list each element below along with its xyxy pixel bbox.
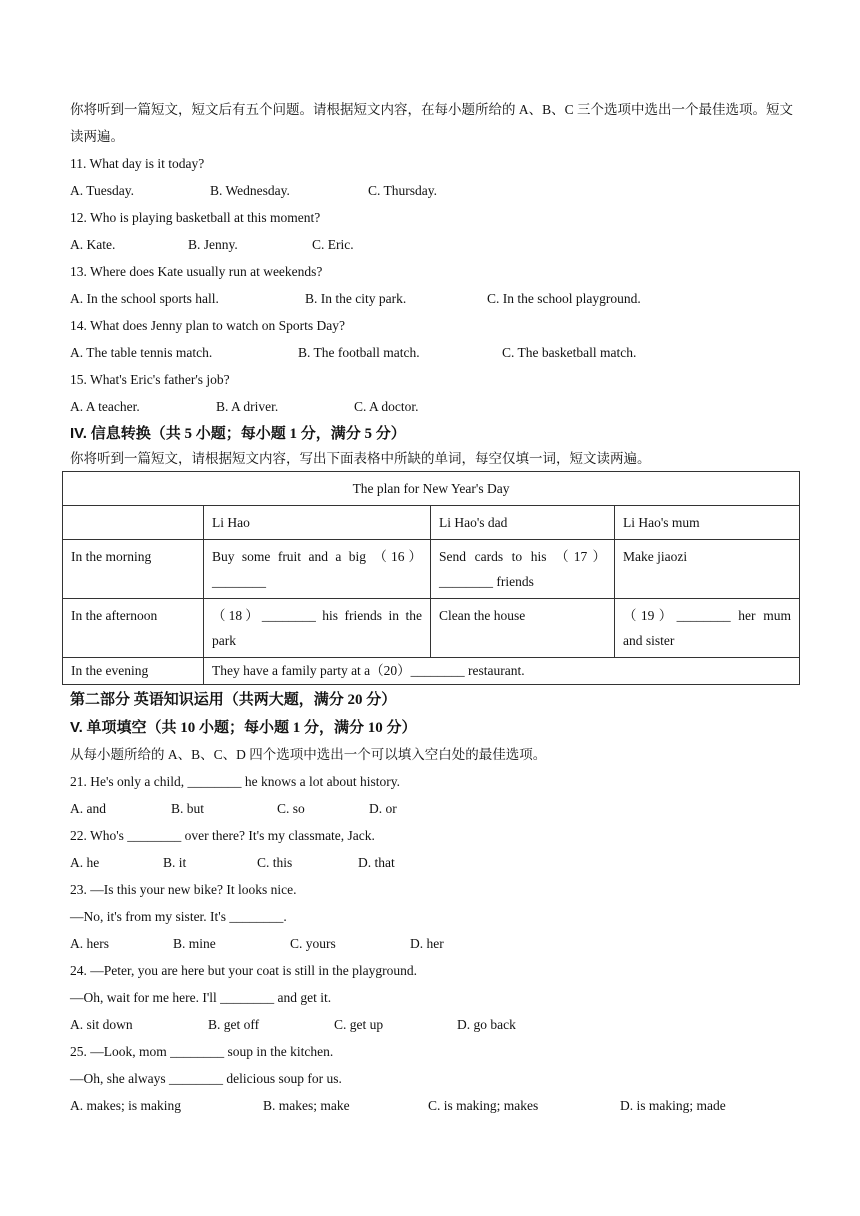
question-25: 25. —Look, mom ________ soup in the kitchen. (70, 1044, 334, 1059)
question-24-response: —Oh, wait for me here. I'll ________ and get it. (70, 990, 332, 1005)
option-b: B. A driver. (216, 399, 279, 414)
section5-heading-number: V. (70, 719, 83, 736)
table-header-cell: Li Hao (204, 506, 431, 540)
section5-heading (70, 714, 798, 741)
question-25-response: —Oh, she always ________ delicious soup for us. (70, 1071, 342, 1086)
question-22-options (70, 849, 798, 876)
option-a: A. Tuesday. (70, 183, 135, 198)
table-row (63, 540, 800, 599)
table-cell: Clean the house (431, 599, 615, 658)
table-title-row (63, 472, 800, 506)
section4-heading-text: 信息转换（共 5 小题；每小题 1 分，满分 5 分） (86, 426, 406, 442)
option-b: B. get off (208, 1017, 260, 1032)
table-cell: In the afternoon (63, 599, 204, 658)
listening-questions (70, 150, 798, 420)
option-a: A. he (70, 855, 100, 870)
option-b: B. Jenny. (188, 237, 238, 252)
option-c: C. is making; makes (428, 1098, 539, 1113)
option-c: C. get up (334, 1017, 384, 1032)
option-b: B. but (171, 801, 205, 816)
question-11-options (70, 177, 798, 204)
option-b: B. In the city park. (305, 291, 407, 306)
table-cell: In the evening (63, 658, 204, 685)
option-d: D. that (358, 855, 395, 870)
option-a: A. makes; is making (70, 1098, 181, 1113)
question-11: 11. What day is it today? (70, 156, 205, 171)
option-b: B. Wednesday. (210, 183, 290, 198)
option-c: C. In the school playground. (487, 291, 641, 306)
question-13-options (70, 285, 798, 312)
section3-intro: 你将听到一篇短文，短文后有五个问题。请根据短文内容，在每小题所给的 A、B、C 三个选项中选出一个最佳选项。短文读两遍。 (70, 102, 794, 144)
section5-intro: 从每小题所给的 A、B、C、D 四个选项中选出一个可以填入空白处的最佳选项。 (70, 747, 547, 762)
option-d: D. or (369, 801, 397, 816)
option-c: C. so (277, 801, 305, 816)
table-header-cell: Li Hao's mum (615, 506, 800, 540)
question-23: 23. —Is this your new bike? It looks nice. (70, 882, 297, 897)
question-22: 22. Who's ________ over there? It's my classmate, Jack. (70, 828, 375, 843)
question-21: 21. He's only a child, ________ he knows a lot about history. (70, 774, 401, 789)
page-content (70, 96, 798, 1119)
section4-heading-number: IV. (70, 425, 87, 442)
option-d: D. her (410, 936, 444, 951)
question-13: 13. Where does Kate usually run at weekends? (70, 264, 323, 279)
question-24: 24. —Peter, you are here but your coat is still in the playground. (70, 963, 418, 978)
question-21-options (70, 795, 798, 822)
table-cell-blank-17: Send cards to his （17）________ friends (431, 540, 615, 599)
table-cell: In the morning (63, 540, 204, 599)
option-a: A. In the school sports hall. (70, 291, 219, 306)
option-a: A. hers (70, 936, 109, 951)
option-a: A. A teacher. (70, 399, 140, 414)
option-c: C. this (257, 855, 293, 870)
option-a: A. Kate. (70, 237, 116, 252)
option-d: D. go back (457, 1017, 516, 1032)
section4-intro: 你将听到一篇短文，请根据短文内容，写出下面表格中所缺的单词，每空仅填一词，短文读两遍。 (70, 451, 651, 466)
option-d: D. is making; made (620, 1098, 726, 1113)
table-header-row (63, 506, 800, 540)
section5-heading-text: 单项填空（共 10 小题；每小题 1 分，满分 10 分） (82, 720, 417, 736)
table-header-cell: Li Hao's dad (431, 506, 615, 540)
table-cell-blank-20: They have a family party at a（20）________ restaurant. (204, 658, 800, 685)
table-cell: Make jiaozi (615, 540, 800, 599)
table-title: The plan for New Year's Day (63, 472, 800, 506)
question-12: 12. Who is playing basketball at this moment? (70, 210, 321, 225)
table-cell-blank-16: Buy some fruit and a big （16）________ (204, 540, 431, 599)
question-25-options (70, 1092, 798, 1119)
section4-heading (70, 420, 798, 447)
table-cell-blank-18: （18）________ his friends in the park (204, 599, 431, 658)
question-14: 14. What does Jenny plan to watch on Sports Day? (70, 318, 345, 333)
option-c: C. Eric. (312, 237, 354, 252)
option-a: A. The table tennis match. (70, 345, 213, 360)
option-c: C. yours (290, 936, 336, 951)
option-c: C. A doctor. (354, 399, 419, 414)
question-23-options (70, 930, 798, 957)
table-row (63, 599, 800, 658)
question-15: 15. What's Eric's father's job? (70, 372, 230, 387)
option-a: A. and (70, 801, 106, 816)
option-b: B. makes; make (263, 1098, 350, 1113)
grammar-questions (70, 768, 798, 1119)
option-a: A. sit down (70, 1017, 133, 1032)
table-row (63, 658, 800, 685)
option-b: B. mine (173, 936, 216, 951)
new-year-plan-table (62, 471, 800, 685)
option-b: B. The football match. (298, 345, 420, 360)
table-cell-blank-19: （19）________ her mum and sister (615, 599, 800, 658)
option-c: C. Thursday. (368, 183, 437, 198)
question-14-options (70, 339, 798, 366)
question-23-response: —No, it's from my sister. It's ________. (70, 909, 287, 924)
question-24-options (70, 1011, 798, 1038)
question-12-options (70, 231, 798, 258)
question-15-options (70, 393, 798, 420)
option-c: C. The basketball match. (502, 345, 637, 360)
table-header-cell (63, 506, 204, 540)
part2-heading: 第二部分 英语知识运用（共两大题，满分 20 分） (70, 692, 397, 708)
option-b: B. it (163, 855, 187, 870)
